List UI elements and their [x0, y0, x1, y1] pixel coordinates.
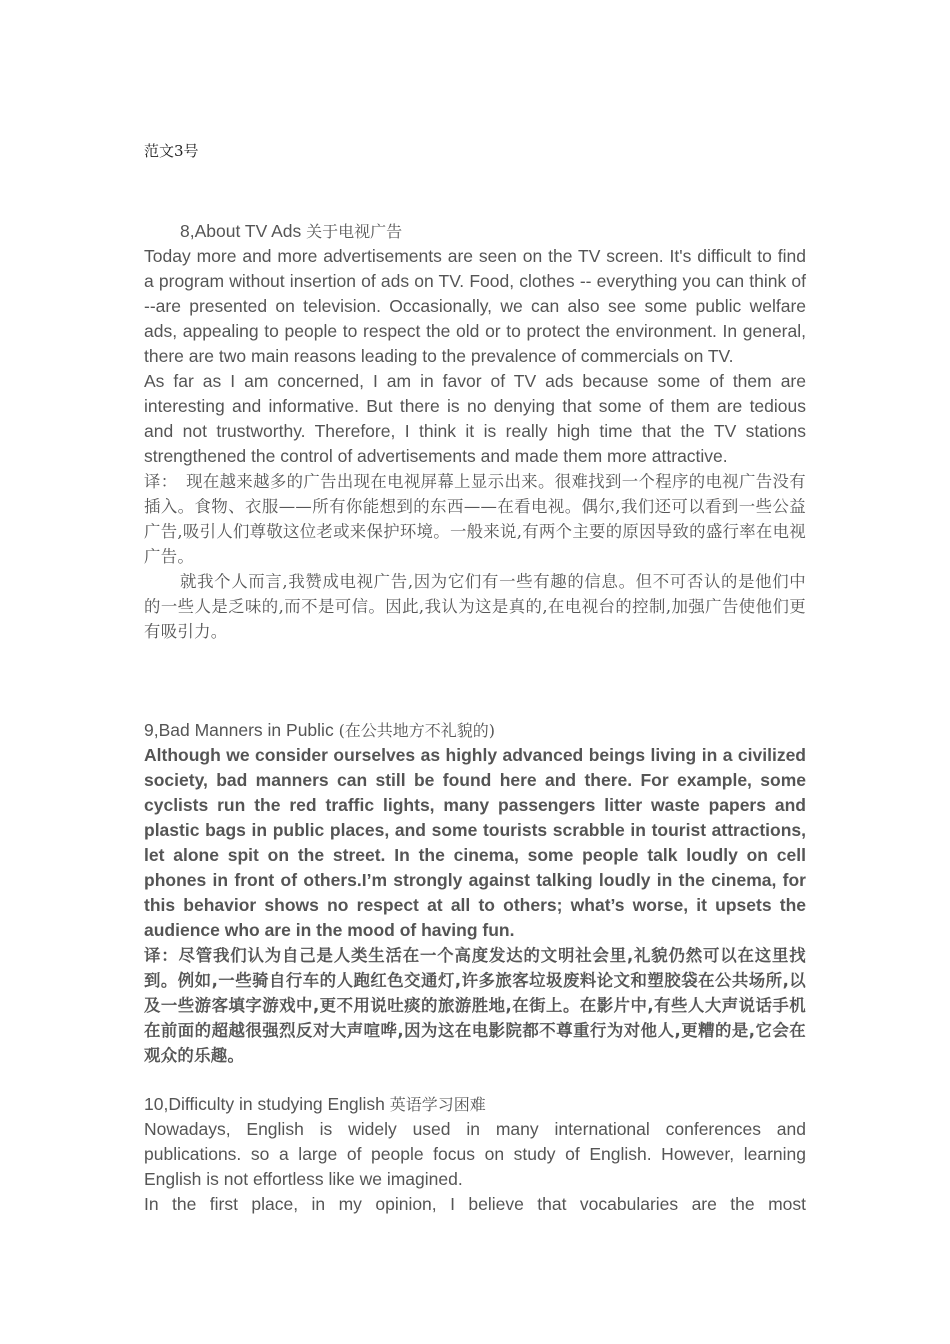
- section-title-zh: (在公共地方不礼貌的): [338, 721, 496, 740]
- section-title-en: 9,Bad Manners in Public: [144, 720, 339, 740]
- section-title: [144, 219, 806, 244]
- section-title: [144, 1092, 806, 1117]
- english-paragraph: Although we consider ourselves as highly advanced beings living in a civilized society, bad manners can still be found here and there. For example, some cyclists run the red traffic lights, many passengers litter waste papers and plastic bags in public places, and some tourists scrabble in tourist attractions, let alone spit on the street. In the cinema, some people talk loudly on cell phones in front of others.I’m strongly against talking loudly in the cinema, for this behavior shows no respect at all to others; what’s worse, it upsets the audience who are in the mood of having fun.: [144, 745, 806, 940]
- section-title-en: 8,About TV Ads: [180, 221, 307, 241]
- chinese-translation-paragraph: 译：尽管我们认为自己是人类生活在一个高度发达的文明社会里,礼貌仍然可以在这里找到。例如,一些骑自行车的人跑红色交通灯,许多旅客垃圾废料论文和塑胶袋在公共场所,以及一些游客填字游戏中,更不用说吐痰的旅游胜地,在街上。在影片中,有些人大声说话手机在前面的超越很强烈反对大声喧哗,因为这在电影院都不尊重行为对他人,更糟的是,它会在观众的乐趣。: [144, 946, 806, 1065]
- english-paragraph: In the first place, in my opinion, I believe that vocabularies are the most: [144, 1194, 806, 1214]
- section-title: [144, 718, 806, 743]
- english-paragraph: Today more and more advertisements are seen on the TV screen. It's difficult to find a program without insertion of ads on TV. Food, clothes -- everything you can think of --are presented on television. Occasionally, we can also see some public welfare ads, appealing to people to respect the old or to protect the environment. In general, there are two main reasons leading to the prevalence of commercials on TV.: [144, 246, 806, 366]
- section-english-difficulty: [144, 1092, 806, 1217]
- document-header: 范文3号: [144, 142, 199, 160]
- section-bad-manners: [144, 718, 806, 1068]
- section-title-zh: 英语学习困难: [389, 1095, 486, 1114]
- english-paragraph: As far as I am concerned, I am in favor of TV ads because some of them are interesting and informative. But there is no denying that some of them are tedious and not trustworthy. Therefore, I think it is really high time that the TV stations strengthened the control of advertisements and made them more attractive.: [144, 371, 806, 466]
- section-title-en: 10,Difficulty in studying English: [144, 1094, 390, 1114]
- section-title-zh: 关于电视广告: [306, 222, 403, 241]
- english-paragraph: Nowadays, English is widely used in many international conferences and publications. so a large of people focus on study of English. However, learning English is not effortless like we imagined.: [144, 1119, 806, 1189]
- chinese-translation-paragraph: 译： 现在越来越多的广告出现在电视屏幕上显示出来。很难找到一个程序的电视广告没有插入。食物、衣服——所有你能想到的东西——在看电视。偶尔,我们还可以看到一些公益广告,吸引人们尊敬这位老或来保护环境。一般来说,有两个主要的原因导致的盛行率在电视广告。: [144, 472, 806, 566]
- chinese-translation-paragraph: 就我个人而言,我赞成电视广告,因为它们有一些有趣的信息。但不可否认的是他们中的一些人是乏味的,而不是可信。因此,我认为这是真的,在电视台的控制,加强广告使他们更有吸引力。: [144, 572, 806, 641]
- section-tv-ads: [144, 219, 806, 644]
